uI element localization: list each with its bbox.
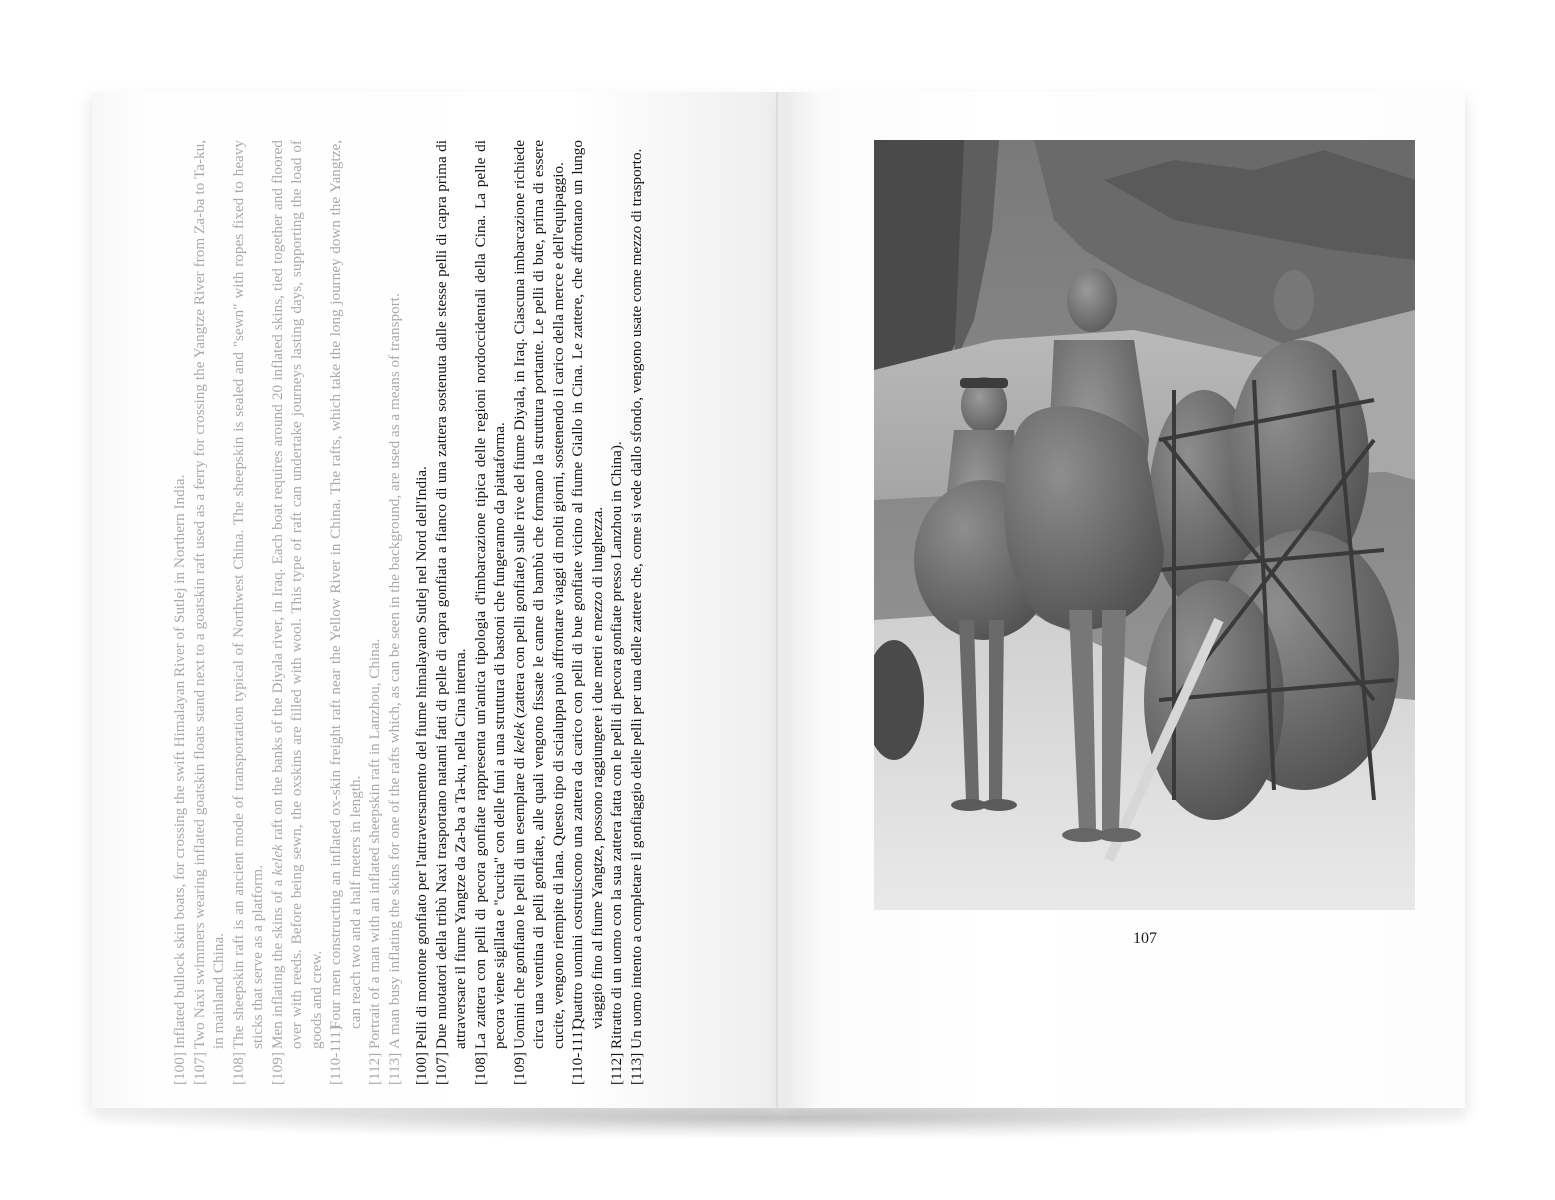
caption-text: Due nuotatori della tribù Naxi trasportano natanti fatti di pelle di capra gonfiata a fianco di una zattera sostenuta dalle stesse pelli di capra prima di attraversare il fiume Yangtze da Za-ba a Ta-ku, nella Cina interna. [432, 140, 469, 1049]
caption-number: [110-111] [327, 1025, 344, 1085]
caption-text: La zattera con pelli di pecora gonfiate rappresenta un'antica tipologia d'imbarcazione tipica delle regioni nordoccidentali della Cina. La pelle di pecora viene sigillata e "cucita" con delle funi a una struttura di bastoni che fungeranno da piattaforma. [471, 140, 508, 1049]
caption-en-112 [365, 140, 385, 1085]
inflated-skin [1004, 406, 1164, 630]
caption-en-109 [268, 140, 327, 1085]
caption-number: [100] [171, 1052, 188, 1085]
caption-text: Inflated bullock skin boats, for crossing the swift Himalayan River of Sutlej in Northern India. [171, 474, 188, 1049]
caption-text: Ritratto di un uomo con la sua zattera fatta con le pelli di pecora gonfiate presso Lanzhou in China). [608, 441, 625, 1049]
kelek-term: kelek [510, 722, 528, 754]
kelek-term: kelek [268, 844, 286, 876]
caption-number: [110-111] [569, 1025, 586, 1085]
caption-number: [100] [413, 1052, 430, 1085]
caption-it-108 [471, 140, 510, 1085]
caption-number: [109] [268, 1052, 286, 1085]
caption-en-100 [170, 140, 190, 1085]
caption-text: Quattro uomini costruiscono una zattera da carico con pelli di bue gonfiate vicino al fiume Giallo in Cina. Le zattere, che affrontano un lungo viaggio fino al fiume Yangtze, possono raggiungere i due metri e mezzo di lunghezza. [569, 140, 606, 1029]
caption-en-110-111 [326, 140, 365, 1085]
caption-text: Two Naxi swimmers wearing inflated goatskin floats stand next to a goatskin raft used as a ferry for crossing the Yangtze River from Za-ba to Ta-ku, in mainland China. [190, 140, 227, 1049]
caption-text: Four men constructing an inflated ox-skin freight raft near the Yellow River in China. The rafts, which take the long journey down the Yangtze, can reach two and a half meters in length. [327, 140, 364, 1029]
caption-text: Portrait of a man with an inflated sheepskin raft in Lanzhou, China. [366, 638, 383, 1049]
caption-it-110-111 [568, 140, 607, 1085]
caption-it-107 [432, 140, 471, 1085]
caption-number: [107] [190, 1052, 208, 1085]
captions-italian [412, 140, 646, 1085]
caption-number: [113] [627, 1052, 645, 1085]
caption-number: [108] [229, 1052, 247, 1085]
caption-en-108 [229, 140, 268, 1085]
caption-text: A man busy inflating the skins for one of the rafts which, as can be seen in the background, are used as a means of transport. [385, 293, 403, 1049]
caption-number: [112] [608, 1052, 625, 1085]
page-number: 107 [1133, 930, 1157, 947]
caption-it-112 [607, 140, 627, 1085]
caption-text: Un uomo intento a completare il gonfiaggio delle pelli per una delle zattere che, come si vede dallo sfondo, vengono usate come mezzo di trasporto. [627, 148, 645, 1049]
captions-english [170, 140, 404, 1085]
photo-illustration [874, 140, 1415, 910]
caption-number: [112] [366, 1052, 383, 1085]
caption-it-109 [510, 140, 569, 1085]
caption-number: [109] [510, 1052, 528, 1085]
caption-it-100 [412, 140, 432, 1085]
caption-it-113 [627, 140, 647, 1085]
caption-en-107 [190, 140, 229, 1085]
caption-number: [107] [432, 1052, 450, 1085]
caption-number: [113] [385, 1052, 403, 1085]
caption-en-113 [385, 140, 405, 1085]
caption-text: Uomini che gonfiano le pelli di un esemplare di kelek (zattera con pelli gonfiate) sulle rive del fiume Diyala, in Iraq. Ciascuna imbarcazione richiede circa una ventina di pelli gonfiate, alle quali vengono fissate le canne di bambù che formano la struttura portante. Le pelli di bue, prima di essere cucite, vengono riempite di lana. Questo tipo di scialuppa può affrontare viaggi di molti giorni, sostenendo il carico della merce e dell'equipaggio. [510, 139, 567, 1049]
caption-number: [108] [471, 1052, 489, 1085]
caption-text: Pelli di montone gonfiato per l'attraversamento del fiume himalayano Sutlej nel Nord dell'India. [413, 466, 430, 1049]
captions-block [170, 140, 665, 1085]
caption-text: Men inflating the skins of a kelek raft on the banks of the Diyala river, in Iraq. Each boat requires around 20 inflated skins, tied together and floored over with reeds. Before being sewn, the oxskins are filled with wool. This type of raft can undertake journeys lasting days, supporting the load of goods and crew. [268, 140, 325, 1049]
caption-text: The sheepskin raft is an ancient mode of transportation typical of Northwest China. The sheepskin is sealed and "sewn" with ropes fixed to heavy sticks that serve as a platform. [229, 140, 266, 1049]
photograph [874, 140, 1415, 910]
book-gutter [776, 92, 781, 1108]
